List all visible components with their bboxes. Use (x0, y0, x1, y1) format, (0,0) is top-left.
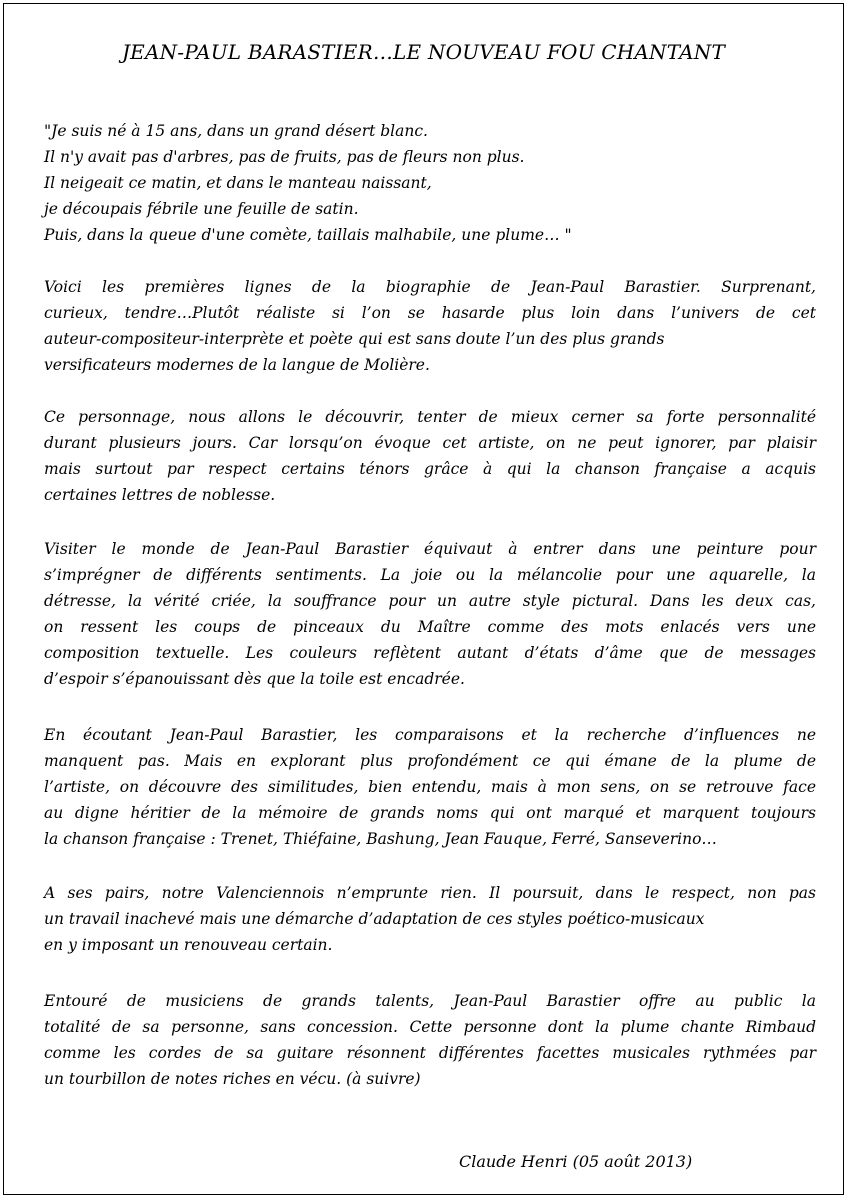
paragraph-line: curieux, tendre…Plutôt réaliste si l’on se hasarde plus loin dans l’univers de cet (44, 304, 816, 322)
paragraph-line: mais surtout par respect certains ténors grâce à qui la chanson française a acquis (44, 460, 816, 478)
paragraph-line: Entouré de musiciens de grands talents, Jean-Paul Barastier offre au public la (44, 992, 816, 1010)
paragraph-line: s’imprégner de différents sentiments. La joie ou la mélancolie pour une aquarelle, la (44, 566, 816, 584)
paragraph-line: un tourbillon de notes riches en vécu. (à suivre) (44, 1070, 421, 1088)
paragraph-line: En écoutant Jean-Paul Barastier, les comparaisons et la recherche d’influences ne (44, 726, 816, 744)
poem-line: je découpais fébrile une feuille de satin. (44, 200, 359, 218)
paragraph-line: en y imposant un renouveau certain. (44, 936, 333, 954)
paragraph-line: Ce personnage, nous allons le découvrir, tenter de mieux cerner sa forte personnalité (44, 408, 816, 426)
paragraph-line: l’artiste, on découvre des similitudes, bien entendu, mais à mon sens, on se retrouve face (44, 778, 816, 796)
paragraph-line: durant plusieurs jours. Car lorsqu’on évoque cet artiste, on ne peut ignorer, par plaisir (44, 434, 816, 452)
paragraph-line: auteur-compositeur-interprète et poète qui est sans doute l’un des plus grands (44, 330, 665, 348)
paragraph-line: Voici les premières lignes de la biographie de Jean-Paul Barastier. Surprenant, (44, 278, 816, 296)
paragraph-line: d’espoir s’épanouissant dès que la toile est encadrée. (44, 670, 465, 688)
paragraph-1 (44, 274, 816, 378)
paragraph-line: au digne héritier de la mémoire de grands noms qui ont marqué et marquent toujours (44, 804, 816, 822)
paragraph-line: manquent pas. Mais en explorant plus profondément ce qui émane de la plume de (44, 752, 816, 770)
paragraph-line: certaines lettres de noblesse. (44, 486, 276, 504)
poem-line: Il n'y avait pas d'arbres, pas de fruits, pas de fleurs non plus. (44, 148, 525, 166)
poem-line: Puis, dans la queue d'une comète, taillais malhabile, une plume… " (44, 226, 572, 244)
paragraph-4 (44, 722, 816, 852)
poem-line: Il neigeait ce matin, et dans le manteau naissant, (44, 174, 432, 192)
paragraph-line: A ses pairs, notre Valenciennois n’emprunte rien. Il poursuit, dans le respect, non pas (44, 884, 816, 902)
poem-line: "Je suis né à 15 ans, dans un grand désert blanc. (44, 122, 428, 140)
author-signature: Claude Henri (05 août 2013) (459, 1152, 693, 1171)
paragraph-line: composition textuelle. Les couleurs reflètent autant d’états d’âme que de messages (44, 644, 816, 662)
opening-poem (44, 118, 572, 248)
paragraph-3 (44, 536, 816, 692)
paragraph-line: on ressent les coups de pinceaux du Maître comme des mots enlacés vers une (44, 618, 816, 636)
paragraph-6 (44, 988, 816, 1092)
paragraph-line: un travail inachevé mais une démarche d’adaptation de ces styles poético-musicaux (44, 910, 705, 928)
paragraph-line: totalité de sa personne, sans concession. Cette personne dont la plume chante Rimbaud (44, 1018, 816, 1036)
paragraph-5 (44, 880, 816, 958)
paragraph-2 (44, 404, 816, 508)
paragraph-line: comme les cordes de sa guitare résonnent différentes facettes musicales rythmées par (44, 1044, 816, 1062)
paragraph-line: Visiter le monde de Jean-Paul Barastier équivaut à entrer dans une peinture pour (44, 540, 816, 558)
paragraph-line: détresse, la vérité criée, la souffrance pour un autre style pictural. Dans les deux cas, (44, 592, 816, 610)
document-page (3, 3, 844, 1195)
paragraph-line: versificateurs modernes de la langue de Molière. (44, 356, 430, 374)
document-title: JEAN-PAUL BARASTIER…LE NOUVEAU FOU CHANTANT (121, 40, 726, 64)
paragraph-line: la chanson française : Trenet, Thiéfaine, Bashung, Jean Fauque, Ferré, Sanseverino… (44, 830, 717, 848)
